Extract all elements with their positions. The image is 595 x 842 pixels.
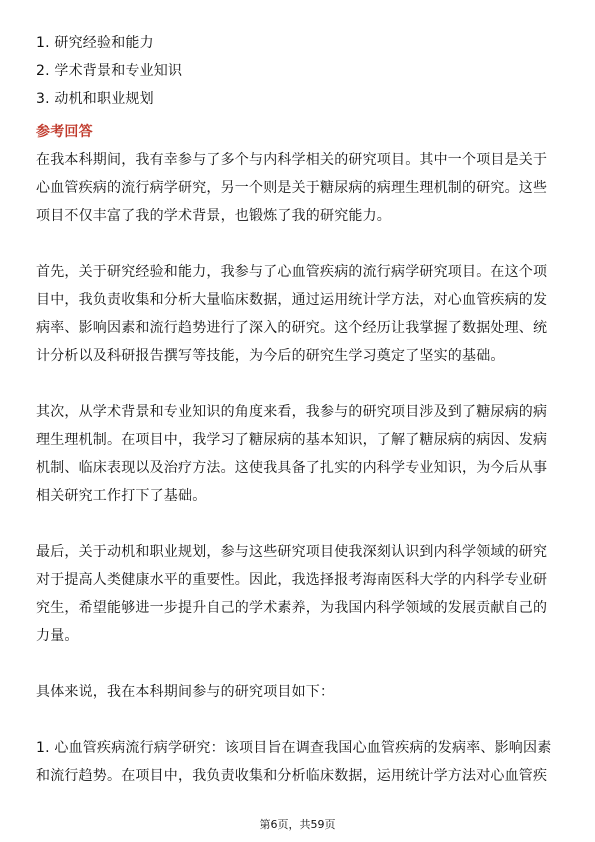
text-line: 具体来说，我在本科期间参与的研究项目如下： — [36, 684, 335, 700]
text-line: 和流行趋势。在项目中，我负责收集和分析临床数据，运用统计学方法对心血管疾 — [36, 768, 548, 784]
page-number-footer: 第6页，共59页 — [259, 818, 336, 831]
answer-heading: 参考回答 — [36, 124, 93, 140]
list-item: 3. 动机和职业规划 — [36, 91, 154, 107]
text-line: 理生理机制。在项目中，我学习了糖尿病的基本知识，了解了糖尿病的病因、发病 — [36, 432, 548, 448]
text-line: 心血管疾病的流行病学研究，另一个则是关于糖尿病的病理生理机制的研究。这些 — [36, 180, 548, 196]
text-line: 其次，从学术背景和专业知识的角度来看，我参与的研究项目涉及到了糖尿病的病 — [36, 404, 548, 420]
text-line: 机制、临床表现以及治疗方法。这使我具备了扎实的内科学专业知识，为今后从事 — [36, 460, 548, 476]
text-line: 究生，希望能够进一步提升自己的学术素养，为我国内科学领域的发展贡献自己的 — [36, 600, 548, 616]
text-line: 病率、影响因素和流行趋势进行了深入的研究。这个经历让我掌握了数据处理、统 — [36, 320, 548, 336]
text-line: 1. 心血管疾病流行病学研究：该项目旨在调查我国心血管疾病的发病率、影响因素 — [36, 740, 552, 756]
text-line: 项目不仅丰富了我的学术背景，也锻炼了我的研究能力。 — [36, 208, 391, 224]
list-item: 2. 学术背景和专业知识 — [36, 63, 183, 79]
text-line: 在我本科期间，我有幸参与了多个与内科学相关的研究项目。其中一个项目是关于 — [36, 152, 548, 168]
text-line: 首先，关于研究经验和能力，我参与了心血管疾病的流行病学研究项目。在这个项 — [36, 264, 548, 280]
text-line: 目中，我负责收集和分析大量临床数据，通过运用统计学方法，对心血管疾病的发 — [36, 292, 548, 308]
text-line: 相关研究工作打下了基础。 — [36, 488, 207, 504]
text-line: 力量。 — [36, 628, 79, 644]
text-line: 计分析以及科研报告撰写等技能，为今后的研究生学习奠定了坚实的基础。 — [36, 348, 505, 364]
text-line: 最后，关于动机和职业规划，参与这些研究项目使我深刻认识到内科学领域的研究 — [36, 544, 548, 560]
list-item: 1. 研究经验和能力 — [36, 35, 154, 51]
text-line: 对于提高人类健康水平的重要性。因此，我选择报考海南医科大学的内科学专业研 — [36, 572, 548, 588]
